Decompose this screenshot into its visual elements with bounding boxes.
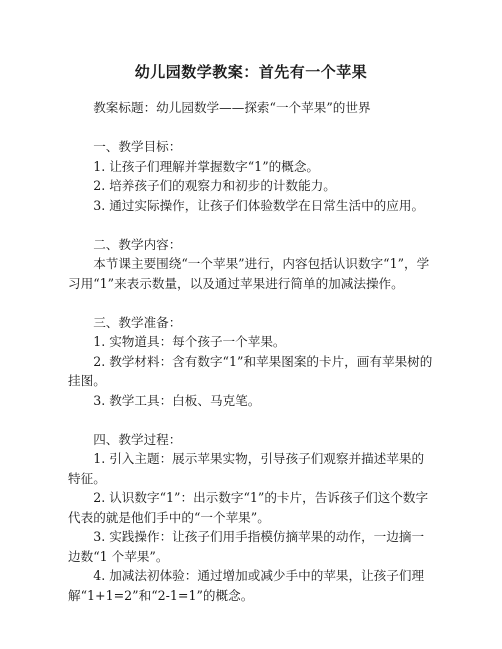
objective-item: 1. 让孩子们理解并掌握数字“1”的概念。 (93, 158, 320, 174)
content-paragraph: 本节课主要围绕“一个苹果”进行，内容包括认识数字“1”，学习用“1”来表示数量，以及通过苹果进行简单的加减法操作。 (68, 256, 430, 291)
process-step: 3. 实践操作：让孩子们用手指模仿摘苹果的动作，一边摘一边数“1 个苹果”。 (68, 529, 425, 564)
section-heading-preparation: 三、教学准备： (93, 314, 182, 330)
objective-item: 2. 培养孩子们的观察力和初步的计数能力。 (93, 178, 336, 193)
process-step: 1. 引入主题：展示苹果实物，引导孩子们观察并描述苹果的特征。 (68, 451, 425, 486)
process-step: 4. 加减法初体验：通过增加或减少手中的苹果，让孩子们理解“1+1=2”和“2-1=1”的概念。 (68, 568, 425, 603)
preparation-item: 1. 实物道具：每个孩子一个苹果。 (93, 334, 286, 349)
document-body (68, 98, 434, 605)
lesson-plan-title: 教案标题：幼儿园数学——探索“一个苹果”的世界 (93, 100, 371, 115)
process-step: 2. 认识数字“1”：出示数字“1”的卡片，告诉孩子们这个数字代表的就是他们手中的“一个苹果”。 (68, 490, 429, 525)
section-heading-content: 二、教学内容： (93, 236, 182, 252)
section-heading-process: 四、教学过程： (93, 431, 182, 447)
preparation-item: 2. 教学材料：含有数字“1”和苹果图案的卡片，画有苹果树的挂图。 (68, 353, 433, 388)
document-title: 幼儿园数学教案：首先有一个苹果 (134, 63, 368, 81)
objective-item: 3. 通过实际操作，让孩子们体验数学在日常生活中的应用。 (93, 197, 425, 213)
section-heading-objectives: 一、教学目标： (93, 139, 182, 154)
preparation-item: 3. 教学工具：白板、马克笔。 (93, 392, 261, 408)
